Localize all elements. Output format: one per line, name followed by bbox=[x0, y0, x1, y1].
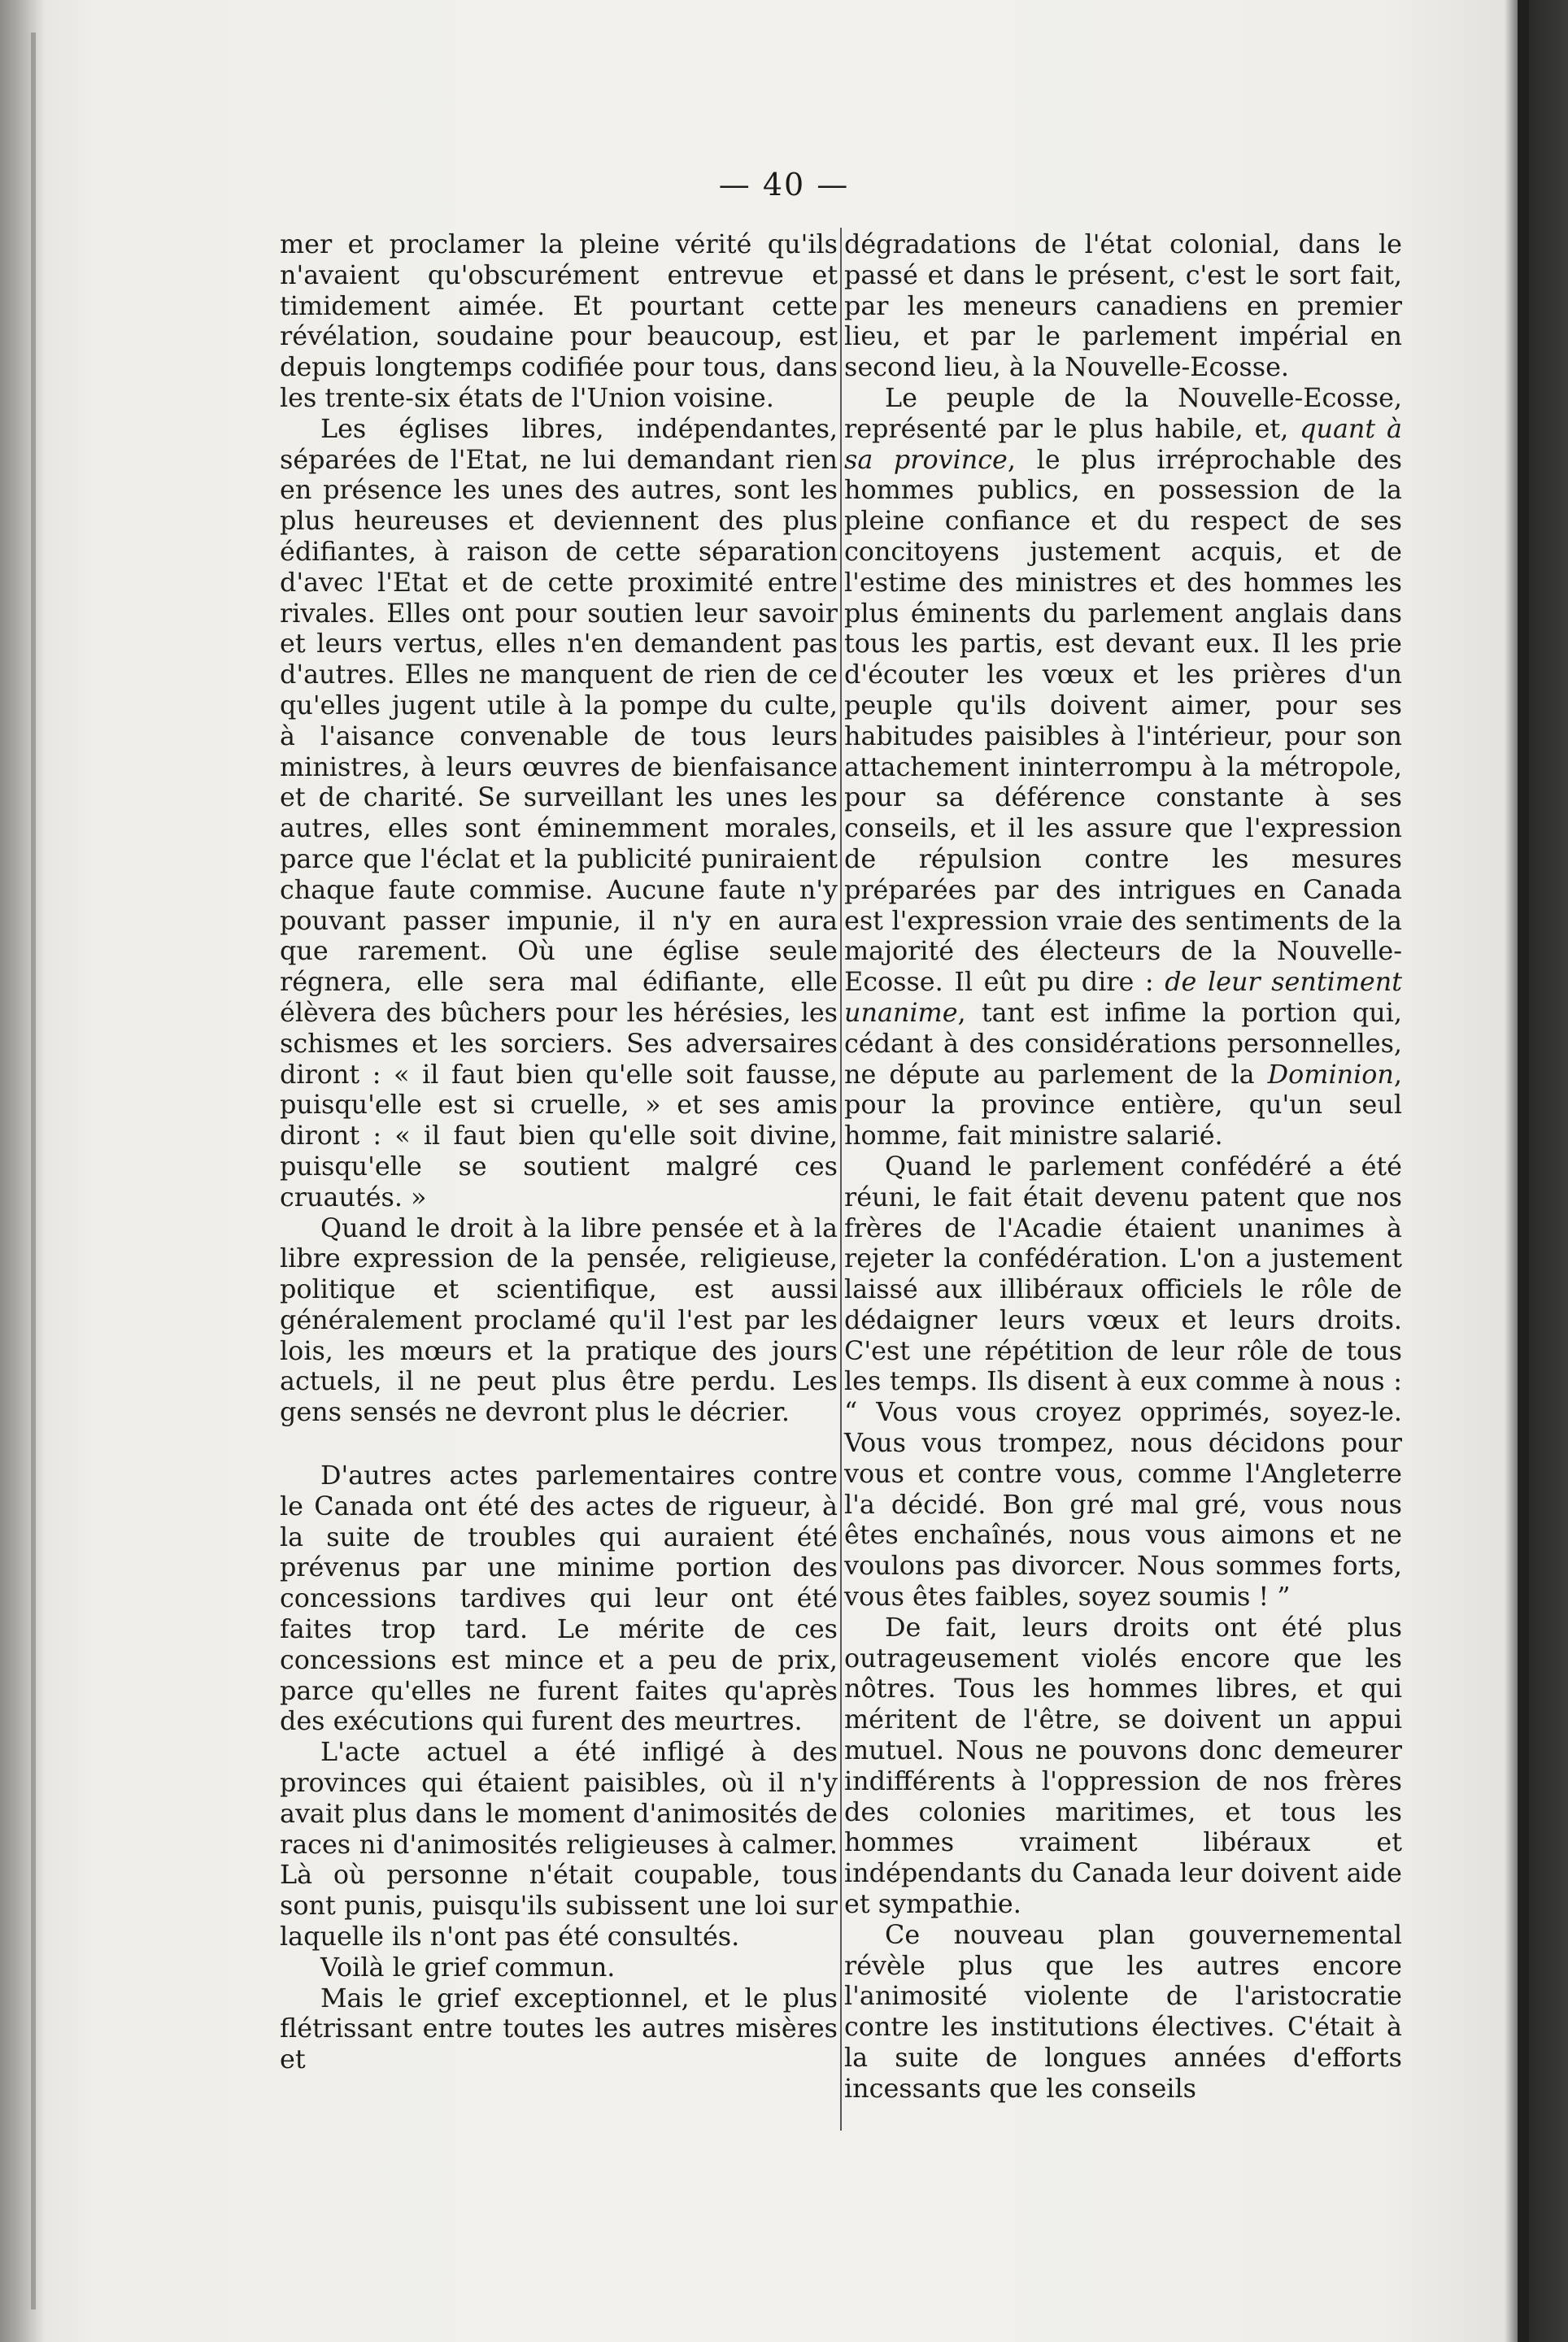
italic-run: Dominion bbox=[1267, 1059, 1394, 1090]
right-column bbox=[844, 229, 1402, 2105]
text-run: , pour la province entière, qu'un seul homme, fait ministre salarié. bbox=[844, 1059, 1402, 1151]
paragraph: De fait, leurs droits ont été plus outrageusement violés encore que les nôtres. Tous les hommes libres, et qui méritent de l'être, se doivent un appui mutuel. Nous ne pouvons donc demeurer indifférents à l'oppression de nos frères des colonies maritimes, et tous les hommes vraiment libéraux et indépendants du Canada leur doivent aide et sympathie. bbox=[844, 1612, 1402, 1920]
paragraph bbox=[844, 383, 1402, 1151]
text-run: , tant est infime la portion qui, cédant à des considérations personnelles, ne députe au parlement de la bbox=[844, 997, 1402, 1090]
column-divider bbox=[840, 228, 842, 2131]
page-number: — 40 — bbox=[718, 167, 850, 202]
paragraph: Voilà le grief commun. bbox=[320, 1952, 616, 1983]
paragraph: Quand le parlement confédéré a été réuni, le fait était devenu patent que nos frères de l'Acadie étaient unanimes à rejeter la confédération. L'on a justement laissé aux illibéraux officiels le rôle de dédaigner leurs vœux et leurs droits. C'est une répétition de leur rôle de tous les temps. Ils disent à eux comme à nous : “ Vous vous croyez opprimés, soyez-le. Vous vous trompez, nous décidons pour vous et contre vous, comme l'Angleterre l'a décidé. Bon gré mal gré, vous nous êtes enchaînés, nous vous aimons et ne voulons pas divorcer. Nous sommes forts, vous êtes faibles, soyez soumis ! ” bbox=[844, 1151, 1402, 1613]
paragraph: Quand le droit à la libre pensée et à la libre expression de la pensée, religieuse, politique et scientifique, est aussi généralement proclamé qu'il l'est par les lois, les mœurs et la pratique des jours actuels, il ne peut plus être perdu. Les gens sensés ne devront plus le décrier. bbox=[280, 1212, 838, 1428]
text-run: Le peuple de la Nouvelle-Ecosse, représenté par le plus habile, et, bbox=[844, 382, 1402, 444]
italic-run: de leur sentiment unanime bbox=[844, 967, 1402, 1028]
paragraph: Mais le grief exceptionnel, et le plus flétrissant entre toutes les autres misères et bbox=[280, 1983, 838, 2075]
next-page-edge bbox=[1518, 0, 1529, 2342]
paragraph: L'acte actuel a été infligé à des provinces qui étaient paisibles, où il n'y avait plus dans le moment d'animosités de races ni d'animosités religieuses à calmer. Là où personne n'était coupable, tous sont punis, puisqu'ils subissent une loi sur laquelle ils n'ont pas été consultés. bbox=[280, 1737, 838, 1952]
paragraph: Ce nouveau plan gouvernemental révèle plus que les autres encore l'animosité violente de l'aristocratie contre les institutions électives. C'était à la suite de longues années d'efforts incessants que les conseils bbox=[844, 1919, 1402, 2104]
text-run: , le plus irréprochable des hommes publics, en possession de la pleine confiance et du respect de ses concitoyens justement acquis, et de l'estime des ministres et des hommes les plus éminents du parlement anglais dans tous les partis, est devant eux. Il les prie d'écouter les vœux et les prières d'un peuple qu'ils doivent aimer, pour ses habitudes paisibles à l'intérieur, pour son attachement ininterrompu à la métropole, pour sa déférence constante à ses conseils, et il les assure que l'expression de répulsion contre les mesures préparées par des intrigues en Canada est l'expression vraie des sentiments de la majorité des électeurs de la Nouvelle-Ecosse. Il eût pu dire : bbox=[844, 444, 1402, 998]
binding-edge bbox=[31, 33, 36, 2309]
paragraph: D'autres actes parlementaires contre le Canada ont été des actes de rigueur, à la suite de troubles qui auraient été prévenus par une minime portion des concessions tardives qui leur ont été faites trop tard. Le mérite de ces concessions est mince et a peu de prix, parce qu'elles ne furent faites qu'après des exécutions qui furent des meurtres. bbox=[280, 1460, 838, 1737]
left-column bbox=[280, 229, 838, 2075]
paragraph: Les églises libres, indépendantes, séparées de l'Etat, ne lui demandant rien en présence les unes des autres, sont les plus heureuses et deviennent des plus édifiantes, à raison de cette séparation d'avec l'Etat et de cette proximité entre rivales. Elles ont pour soutien leur savoir et leurs vertus, elles n'en demandent pas d'autres. Elles ne manquent de rien de ce qu'elles jugent utile à la pompe du culte, à l'aisance convenable de tous leurs ministres, à leurs œuvres de bienfaisance et de charité. Se surveillant les unes les autres, elles sont éminemment morales, parce que l'éclat et la publicité puniraient chaque faute commise. Aucune faute n'y pouvant passer impunie, il n'y en aura que rarement. Où une église seule régnera, elle sera mal édifiante, elle élèvera des bûchers pour les hérésies, les schismes et les sorciers. Ses adversaires diront : « il faut bien qu'elle soit fausse, puisqu'elle est si cruelle, » et ses amis diront : « il faut bien qu'elle soit divine, puisqu'elle se soutient malgré ces cruautés. » bbox=[280, 413, 838, 1212]
paragraph: mer et proclamer la pleine vérité qu'ils n'avaient qu'obscurément entrevue et timidement aimée. Et pourtant cette révélation, soudaine pour beaucoup, est depuis longtemps codifiée pour tous, dans les trente-six états de l'Union voisine. bbox=[280, 229, 838, 413]
italic-run: quant à sa province bbox=[844, 413, 1402, 475]
paragraph: dégradations de l'état colonial, dans le passé et dans le présent, c'est le sort fait, par les meneurs canadiens en premier lieu, et par le parlement impérial en second lieu, à la Nouvelle-Ecosse. bbox=[844, 229, 1402, 383]
